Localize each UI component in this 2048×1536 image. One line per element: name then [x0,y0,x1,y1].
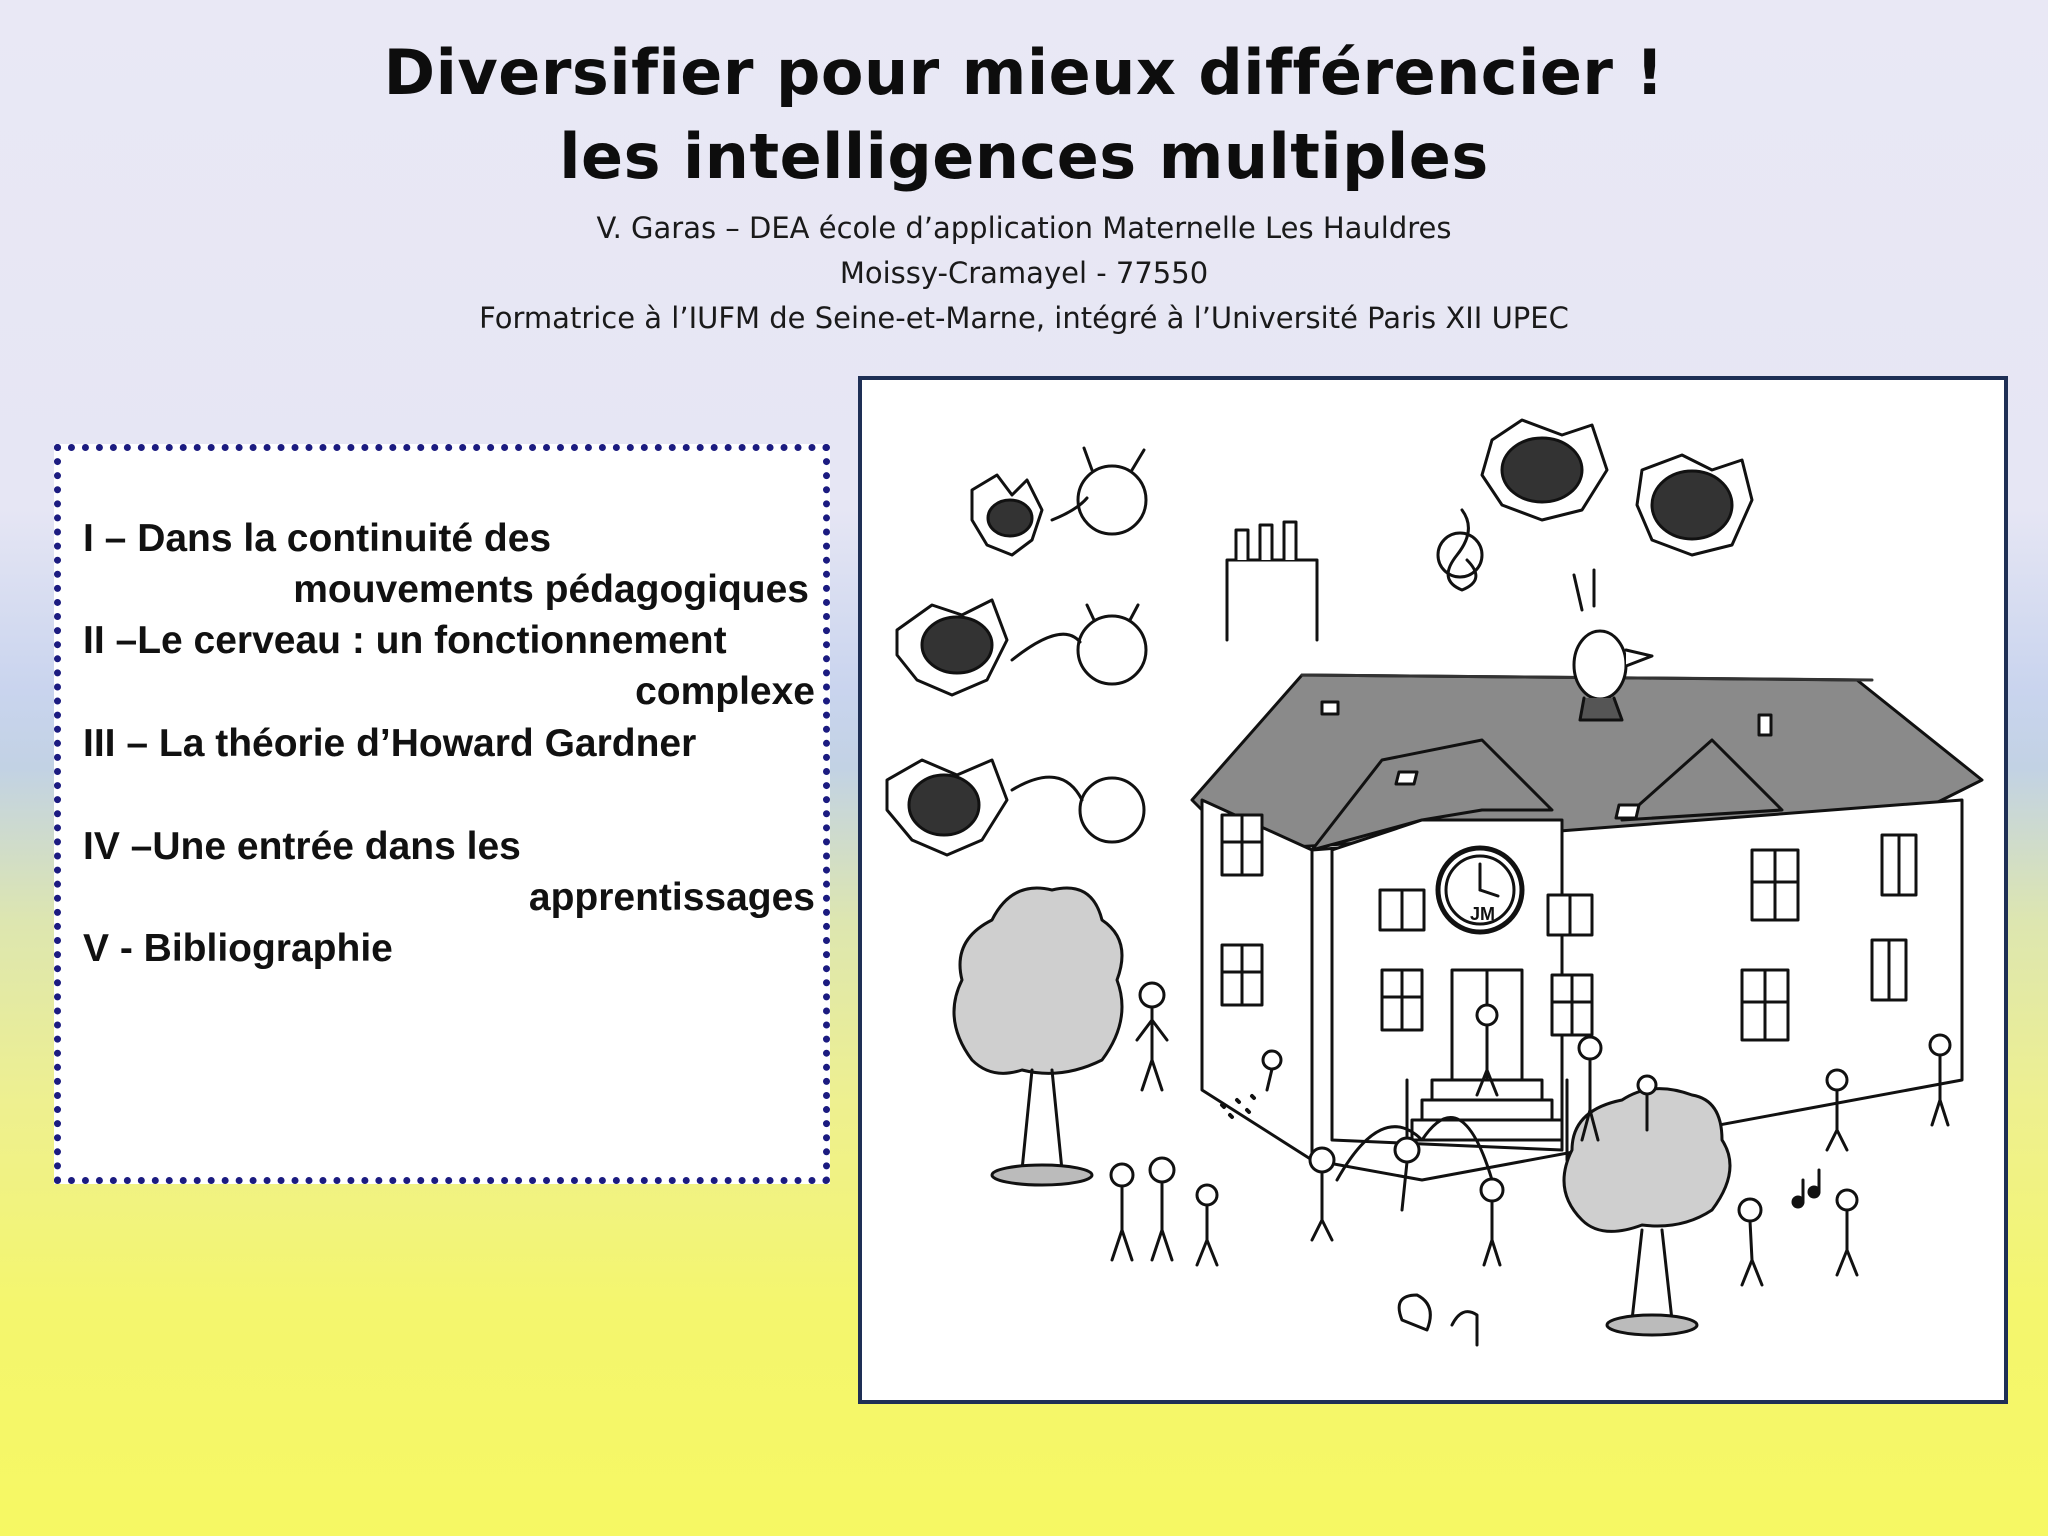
toc-item-2 [83,615,817,717]
toc-item-4-line-2: apprentissages [528,876,815,919]
clock-label: JM [1470,904,1496,924]
toc-item-2-line-2: complexe [635,670,815,713]
chimney-block [1227,522,1317,640]
affiliation-line: Formatrice à l’IUFM de Seine-et-Marne, intégré à l’Université Paris XII UPEC [479,301,1569,335]
location-line: Moissy-Cramayel - 77550 [839,256,1209,290]
toc-item-1-line-2: mouvements pédagogiques [293,568,809,611]
brain-patch-2 [897,600,1146,695]
table-of-contents [54,444,830,1184]
brain-patch-top-2 [1637,455,1752,555]
toc-item-3-line-1: III – La théorie d’Howard Gardner [83,722,697,765]
music-notes [1793,1170,1819,1207]
brain-patch-3 [887,760,1144,855]
toc-item-5 [83,923,817,974]
author-line: V. Garas – DEA école d’application Maternelle Les Hauldres [596,211,1452,245]
toc-item-4-line-1: IV –Une entrée dans les [83,825,521,868]
toc-item-3 [83,718,817,769]
tree-left [954,888,1122,1185]
toc-item-1 [83,513,817,615]
music-clef [1438,510,1482,590]
toc-item-2-line-1: II –Le cerveau : un fonctionnement [83,619,727,662]
clock [1438,848,1522,932]
toc-item-4 [83,821,817,923]
school-illustration [862,380,2004,1400]
slide-title-line-2: les intelligences multiples [559,120,1489,193]
toc-item-5-line-1: V - Bibliographie [83,927,393,970]
toc-item-1-line-1: I – Dans la continuité des [83,517,552,560]
brain-patch-top-1 [1482,420,1607,520]
school-illustration-frame [858,376,2008,1404]
slide-title-line-1: Diversifier pour mieux différencier ! [383,36,1665,109]
brain-patch-1 [972,448,1146,555]
slide-header [0,30,2048,341]
